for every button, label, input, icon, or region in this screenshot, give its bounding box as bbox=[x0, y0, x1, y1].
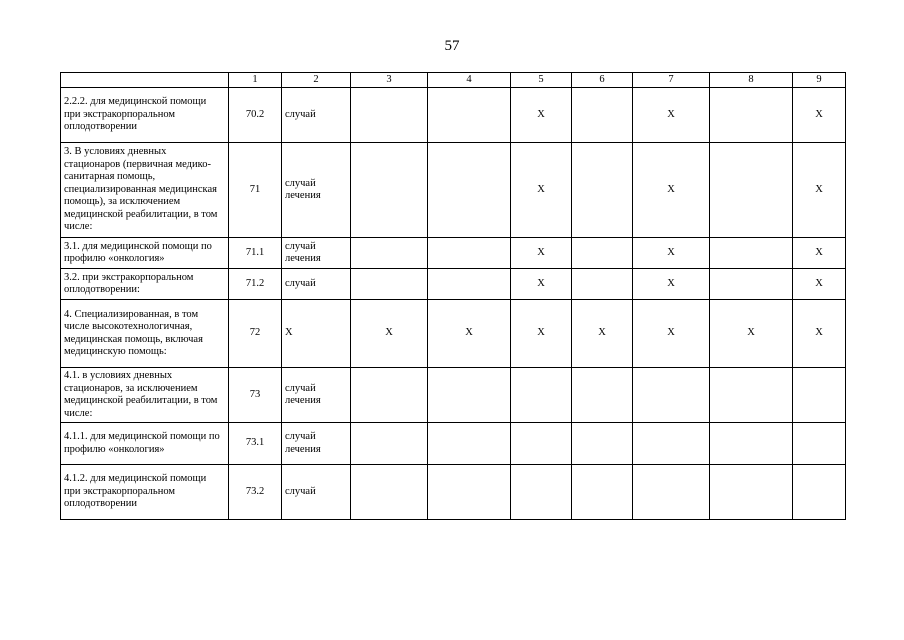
cell-col-9: X bbox=[793, 238, 846, 269]
column-header-4: 4 bbox=[428, 73, 511, 88]
data-table bbox=[60, 72, 846, 520]
cell-col-4 bbox=[428, 238, 511, 269]
column-header-5: 5 bbox=[511, 73, 572, 88]
cell-col-5: X bbox=[511, 269, 572, 300]
table-row bbox=[61, 238, 846, 269]
cell-col-3 bbox=[351, 238, 428, 269]
row-unit: случай bbox=[282, 269, 351, 300]
cell-col-5: X bbox=[511, 143, 572, 238]
cell-col-9: X bbox=[793, 269, 846, 300]
cell-col-3 bbox=[351, 143, 428, 238]
column-header-3: 3 bbox=[351, 73, 428, 88]
row-unit: случай лечения bbox=[282, 143, 351, 238]
row-code: 70.2 bbox=[229, 88, 282, 143]
cell-col-4 bbox=[428, 269, 511, 300]
cell-col-7: X bbox=[633, 300, 710, 368]
cell-col-3 bbox=[351, 423, 428, 465]
table-row bbox=[61, 88, 846, 143]
cell-col-5: X bbox=[511, 300, 572, 368]
page-number: 57 bbox=[444, 38, 460, 54]
cell-col-7 bbox=[633, 465, 710, 520]
cell-col-9 bbox=[793, 423, 846, 465]
cell-col-9: X bbox=[793, 300, 846, 368]
column-header-7: 7 bbox=[633, 73, 710, 88]
column-header-1: 1 bbox=[229, 73, 282, 88]
cell-col-3 bbox=[351, 368, 428, 423]
row-name: 4.1.1. для медицинской помощи по профилю «онкология» bbox=[61, 423, 229, 465]
cell-col-5 bbox=[511, 368, 572, 423]
cell-col-6 bbox=[572, 238, 633, 269]
cell-col-9: X bbox=[793, 143, 846, 238]
column-header-8: 8 bbox=[710, 73, 793, 88]
column-header-2: 2 bbox=[282, 73, 351, 88]
row-name: 4.1. в условиях дневных стационаров, за исключением медицинской реабилитации, в том числе: bbox=[61, 368, 229, 423]
table-row bbox=[61, 269, 846, 300]
cell-col-3 bbox=[351, 88, 428, 143]
cell-col-6 bbox=[572, 143, 633, 238]
cell-col-8 bbox=[710, 465, 793, 520]
table-row bbox=[61, 143, 846, 238]
table-body bbox=[61, 88, 846, 520]
row-unit: случай лечения bbox=[282, 238, 351, 269]
row-unit: случай bbox=[282, 465, 351, 520]
row-name: 3. В условиях дневных стационаров (первичная медико-санитарная помощь, специализированная медицинская помощь), за исключением медицинской реабилитации, в том числе: bbox=[61, 143, 229, 238]
cell-col-6 bbox=[572, 368, 633, 423]
table-row bbox=[61, 423, 846, 465]
row-name: 3.1. для медицинской помощи по профилю «онкология» bbox=[61, 238, 229, 269]
cell-col-6 bbox=[572, 269, 633, 300]
cell-col-8 bbox=[710, 423, 793, 465]
cell-col-7 bbox=[633, 423, 710, 465]
row-code: 71 bbox=[229, 143, 282, 238]
cell-col-9 bbox=[793, 465, 846, 520]
cell-col-8 bbox=[710, 269, 793, 300]
cell-col-4 bbox=[428, 465, 511, 520]
cell-col-3 bbox=[351, 465, 428, 520]
cell-col-8 bbox=[710, 143, 793, 238]
cell-col-5 bbox=[511, 423, 572, 465]
cell-col-4 bbox=[428, 88, 511, 143]
cell-col-4 bbox=[428, 143, 511, 238]
column-header-0 bbox=[61, 73, 229, 88]
row-unit: случай bbox=[282, 88, 351, 143]
cell-col-5: X bbox=[511, 88, 572, 143]
row-code: 73.1 bbox=[229, 423, 282, 465]
row-code: 71.1 bbox=[229, 238, 282, 269]
row-unit: X bbox=[282, 300, 351, 368]
cell-col-6 bbox=[572, 465, 633, 520]
table-row bbox=[61, 368, 846, 423]
column-header-6: 6 bbox=[572, 73, 633, 88]
cell-col-6: X bbox=[572, 300, 633, 368]
cell-col-8 bbox=[710, 368, 793, 423]
row-name: 2.2.2. для медицинской помощи при экстракорпоральном оплодотворении bbox=[61, 88, 229, 143]
row-name: 3.2. при экстракорпоральном оплодотворении: bbox=[61, 269, 229, 300]
cell-col-7: X bbox=[633, 88, 710, 143]
cell-col-8: X bbox=[710, 300, 793, 368]
cell-col-7 bbox=[633, 368, 710, 423]
column-header-9: 9 bbox=[793, 73, 846, 88]
cell-col-6 bbox=[572, 88, 633, 143]
cell-col-4: X bbox=[428, 300, 511, 368]
cell-col-5: X bbox=[511, 238, 572, 269]
row-name: 4. Специализированная, в том числе высокотехнологичная, медицинская помощь, включая медицинскую помощь: bbox=[61, 300, 229, 368]
cell-col-7: X bbox=[633, 269, 710, 300]
cell-col-4 bbox=[428, 423, 511, 465]
row-unit: случай лечения bbox=[282, 368, 351, 423]
row-code: 71.2 bbox=[229, 269, 282, 300]
cell-col-7: X bbox=[633, 143, 710, 238]
cell-col-4 bbox=[428, 368, 511, 423]
cell-col-3 bbox=[351, 269, 428, 300]
table-row bbox=[61, 465, 846, 520]
cell-col-5 bbox=[511, 465, 572, 520]
cell-col-9 bbox=[793, 368, 846, 423]
cell-col-9: X bbox=[793, 88, 846, 143]
table-row bbox=[61, 300, 846, 368]
row-name: 4.1.2. для медицинской помощи при экстракорпоральном оплодотворении bbox=[61, 465, 229, 520]
cell-col-8 bbox=[710, 88, 793, 143]
row-code: 72 bbox=[229, 300, 282, 368]
row-code: 73.2 bbox=[229, 465, 282, 520]
row-code: 73 bbox=[229, 368, 282, 423]
row-unit: случай лечения bbox=[282, 423, 351, 465]
cell-col-3: X bbox=[351, 300, 428, 368]
cell-col-8 bbox=[710, 238, 793, 269]
header-row bbox=[61, 73, 846, 88]
cell-col-7: X bbox=[633, 238, 710, 269]
cell-col-6 bbox=[572, 423, 633, 465]
